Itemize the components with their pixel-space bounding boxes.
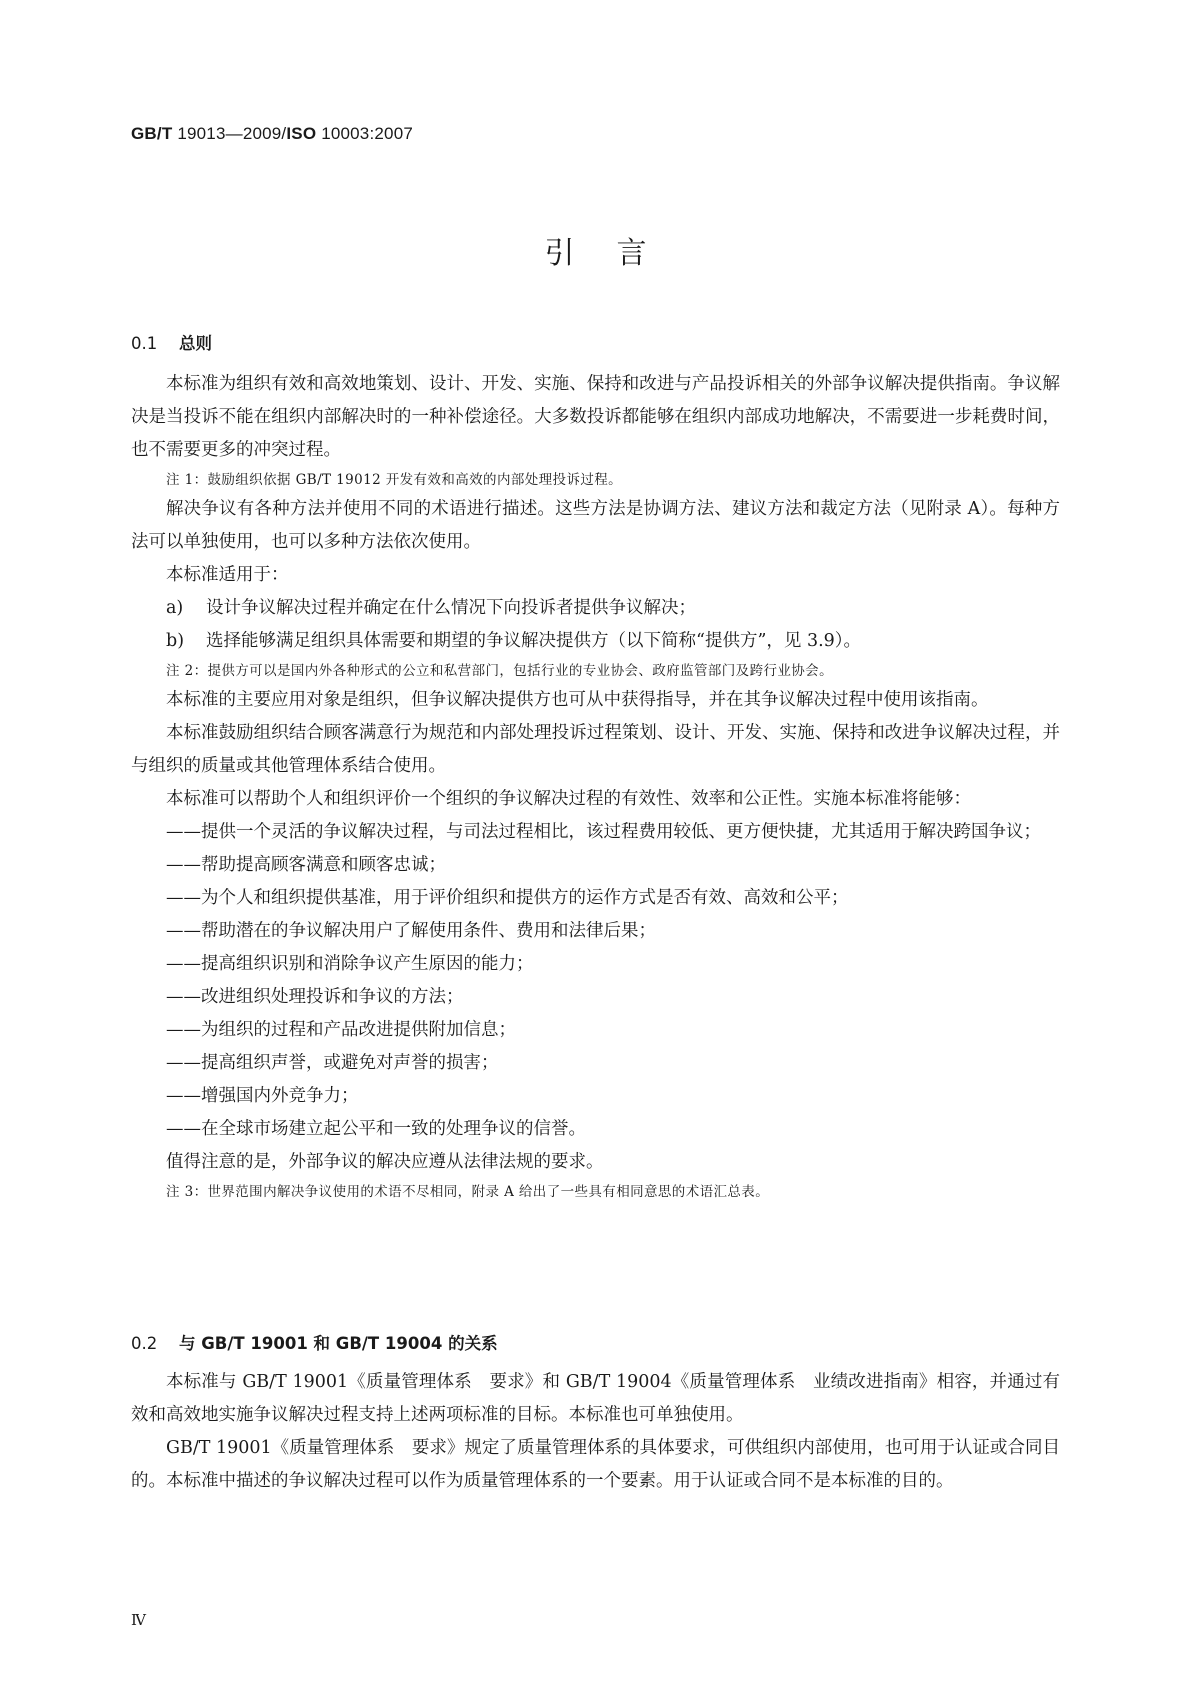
page-number: Ⅳ xyxy=(131,1611,146,1629)
paragraph: 解决争议有各种方法并使用不同的术语进行描述。这些方法是协调方法、建议方法和裁定方法（见附录 A）。每种方法可以单独使用，也可以多种方法依次使用。 xyxy=(131,499,1060,552)
section-heading-0-1 xyxy=(131,330,212,354)
section-title: 总则 xyxy=(179,334,212,353)
list-marker: b) xyxy=(166,631,185,651)
code-iso: ISO xyxy=(286,124,317,143)
dash-list-item: ——提高组织识别和消除争议产生原因的能力； xyxy=(166,954,534,974)
code-prefix: GB/T xyxy=(131,124,173,143)
dash-list-item: ——提供一个灵活的争议解决过程，与司法过程相比，该过程费用较低、更方便快捷，尤其适用于解决跨国争议； xyxy=(166,822,1041,842)
paragraph: GB/T 19001《质量管理体系 要求》规定了质量管理体系的具体要求，可供组织内部使用，也可用于认证或合同目的。本标准中描述的争议解决过程可以作为质量管理体系的一个要素。用于认证或合同不是本标准的目的。 xyxy=(131,1438,1060,1491)
dash-list-item: ——帮助潜在的争议解决用户了解使用条件、费用和法律后果； xyxy=(166,921,656,941)
dash-list-item: ——为组织的过程和产品改进提供附加信息； xyxy=(166,1020,516,1040)
page-title: 引言 xyxy=(544,236,689,271)
paragraph: 值得注意的是，外部争议的解决应遵从法律法规的要求。 xyxy=(166,1152,604,1172)
list-item-text: 设计争议解决过程并确定在什么情况下向投诉者提供争议解决； xyxy=(206,598,696,618)
list-marker: a) xyxy=(166,598,184,618)
note: 注 1：鼓励组织依据 GB/T 19012 开发有效和高效的内部处理投诉过程。 xyxy=(166,472,623,488)
list-item-a xyxy=(131,592,1060,625)
dash-list-item: ——在全球市场建立起公平和一致的处理争议的信誉。 xyxy=(166,1119,586,1139)
section-body-0-1 xyxy=(131,368,1060,1205)
section-number: 0.1 xyxy=(131,334,158,353)
paragraph: 本标准鼓励组织结合顾客满意行为规范和内部处理投诉过程策划、设计、开发、实施、保持和改进争议解决过程，并与组织的质量或其他管理体系结合使用。 xyxy=(131,723,1060,776)
dash-list-item: ——改进组织处理投诉和争议的方法； xyxy=(166,987,464,1007)
section-title: 与 GB/T 19001 和 GB/T 19004 的关系 xyxy=(179,1334,498,1353)
dash-list-item: ——帮助提高顾客满意和顾客忠诚； xyxy=(166,855,446,875)
code-iso-number: 10003:2007 xyxy=(316,124,414,143)
standard-code-header xyxy=(131,124,413,144)
paragraph: 本标准为组织有效和高效地策划、设计、开发、实施、保持和改进与产品投诉相关的外部争议解决提供指南。争议解决是当投诉不能在组织内部解决时的一种补偿途径。大多数投诉都能够在组织内部成功地解决，不需要进一步耗费时间，也不需要更多的冲突过程。 xyxy=(131,374,1060,460)
section-body-0-2 xyxy=(131,1366,1060,1498)
dash-list-item: ——为个人和组织提供基准，用于评价组织和提供方的运作方式是否有效、高效和公平； xyxy=(166,888,849,908)
dash-list-item: ——增强国内外竞争力； xyxy=(166,1086,359,1106)
section-number: 0.2 xyxy=(131,1334,158,1353)
note: 注 3：世界范围内解决争议使用的术语不尽相同，附录 A 给出了一些具有相同意思的术语汇总表。 xyxy=(166,1184,770,1200)
paragraph: 本标准适用于： xyxy=(166,565,289,585)
note: 注 2：提供方可以是国内外各种形式的公立和私营部门，包括行业的专业协会、政府监管部门及跨行业协会。 xyxy=(166,663,833,679)
paragraph: 本标准与 GB/T 19001《质量管理体系 要求》和 GB/T 19004《质量管理体系 业绩改进指南》相容，并通过有效和高效地实施争议解决过程支持上述两项标准的目标。本标准也可单独使用。 xyxy=(131,1372,1060,1425)
dash-list-item: ——提高组织声誉，或避免对声誉的损害； xyxy=(166,1053,499,1073)
paragraph: 本标准可以帮助个人和组织评价一个组织的争议解决过程的有效性、效率和公正性。实施本标准将能够： xyxy=(166,789,971,809)
list-item-text: 选择能够满足组织具体需要和期望的争议解决提供方（以下简称“提供方”，见 3.9）。 xyxy=(206,631,862,651)
list-item-b xyxy=(131,625,1060,658)
section-heading-0-2 xyxy=(131,1330,498,1354)
code-number: 19013—2009/ xyxy=(172,124,287,143)
paragraph: 本标准的主要应用对象是组织，但争议解决提供方也可从中获得指导，并在其争议解决过程中使用该指南。 xyxy=(166,690,989,710)
